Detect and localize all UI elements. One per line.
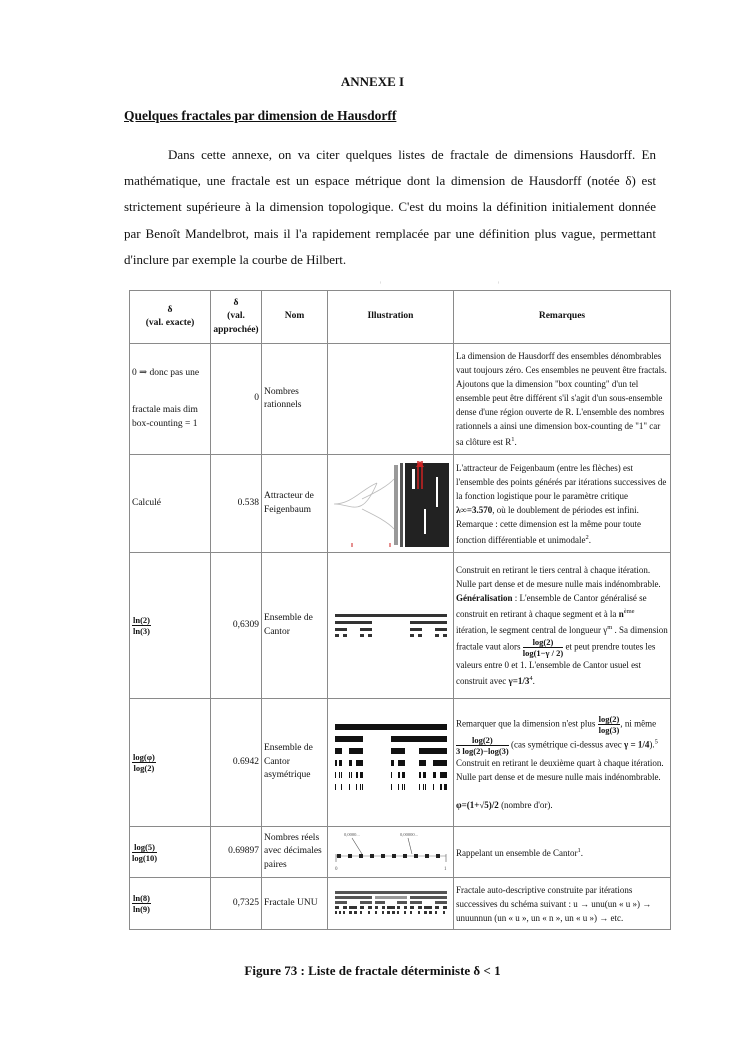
footnote-mark: ˡ [498, 282, 499, 287]
remark-sup: m [607, 624, 613, 631]
exact-text: fractale mais dim [132, 405, 198, 416]
illustration-tick: 0 [334, 867, 337, 872]
section-title: Quelques fractales par dimension de Hausdorff [124, 108, 397, 123]
intro-paragraph: Dans cette annexe, on va citer quelques listes de fractale de dimensions Hausdorff. En mathématique, une fractale est un espace métrique dont la dimension de Hausdorff (notée δ) est strictement supérieure à la dimension topologique. C'est du moins la définition initialement donnée par Benoît Mandelbrot, mais il l'a rapidement remplacée par une définition plus vague, permettant d'inclure par exemple la courbe de Hilbert. [124, 147, 656, 267]
cell-remark [454, 455, 671, 553]
cell-remark: Fractale auto-descriptive construite par itérations successives du schéma suivant : u → unu(un « u ») → unuunnun (un « u », un « n », un « u ») → etc. [454, 878, 671, 930]
header-exact-label: (val. exacte) [145, 318, 195, 328]
annex-title: ANNEXE I [340, 74, 405, 89]
remark-text: Construit en retirant le deuxième quart à chaque itération. Nulle part dense et de mesure nulle mais indénombrable. [456, 757, 664, 782]
remark-text: La dimension de Hausdorff des ensembles dénombrables vaut toujours zéro. Ces ensembles ne peuvent être fractals. Ajoutons que la dimension "box counting" d'un tel ensemble peut être différent s'il s'agit d'un sous-ensemble dense d'une région ouverte de R. L'ensemble des nombres rationnels a ainsi une dimension box-counting de "1" car sa clôture est R [456, 351, 667, 447]
fraction-denominator: log(3) [598, 724, 620, 735]
header-exact-symbol: δ [167, 304, 173, 315]
even-decimals-illustration [332, 830, 450, 874]
cell-approx: 0.6942 [211, 699, 262, 827]
remark-formula: n [618, 609, 624, 619]
remark-fraction [456, 735, 509, 756]
table-row [130, 827, 671, 878]
header-remarks: Remarques [454, 291, 671, 344]
asymmetric-cantor-illustration [335, 724, 447, 802]
cell-name: Ensemble de Cantor [262, 553, 328, 699]
exact-fraction [132, 752, 156, 773]
remark-text: Construit en retirant le tiers central à chaque itération. Nulle part dense et de mesure nulle mais indénombrable. [456, 565, 661, 589]
remark-formula: λ∞=3.570 [456, 504, 493, 515]
remark-fraction [598, 714, 621, 735]
footnote-ref: 1 [577, 847, 581, 854]
cell-illustration [328, 344, 454, 455]
cell-illustration [328, 878, 454, 930]
illustration-tick: 1 [443, 867, 446, 872]
header-approx-symbol: δ [233, 297, 239, 308]
fraction-numerator: ln(8) [133, 893, 150, 903]
footnote-mark: ˡ [380, 282, 381, 287]
fraction-numerator: log(2) [523, 637, 563, 648]
cell-remark [454, 344, 671, 455]
remark-text: Remarquer que la dimension n'est plus [456, 718, 596, 729]
remark-sup: ème [623, 608, 635, 615]
header-illustration: Illustration [328, 291, 454, 344]
remark-text: : L'ensemble de Cantor généralisé se construit en retirant à chaque segment et à la [456, 593, 647, 619]
header-approx [211, 291, 262, 344]
remark-text: (cas symétrique ci-dessus avec [508, 739, 622, 750]
remark-bold: Généralisation [456, 593, 513, 603]
cell-name: Nombres réels avec décimales paires [262, 827, 328, 878]
cell-illustration [328, 455, 454, 553]
remark-formula: φ=(1+√5)/2 [456, 799, 499, 810]
table-row [130, 344, 671, 455]
remark-text: . [588, 534, 592, 545]
fraction-numerator: log(2) [598, 713, 620, 724]
cell-illustration [328, 699, 454, 827]
remark-text: . [580, 848, 583, 858]
fraction-numerator: log(2) [456, 735, 509, 746]
cell-approx: 0 [211, 344, 262, 455]
remark-text: . Sa dimension fractale vaut alors [456, 625, 668, 652]
remark-formula: γ=1/3 [508, 676, 530, 686]
fraction-numerator: log(φ) [133, 752, 155, 762]
remark-formula: γ [603, 625, 608, 635]
header-approx-label: approchée) [213, 324, 259, 335]
table-row [130, 699, 671, 827]
header-exact [130, 291, 211, 344]
cell-approx: 0.538 [211, 455, 262, 553]
cell-remark [454, 553, 671, 699]
exact-fraction [132, 842, 157, 863]
fraction-numerator: log(5) [132, 842, 157, 853]
cell-name: Ensemble de Cantor asymétrique [262, 699, 328, 827]
cantor-illustration [335, 614, 447, 638]
fraction-numerator: ln(2) [133, 615, 150, 625]
table-row [130, 455, 671, 553]
cell-illustration [328, 553, 454, 699]
exact-text: box-counting = 1 [132, 418, 198, 429]
cell-approx: 0,7325 [211, 878, 262, 930]
remark-text: et peut prendre toutes les valeurs entre 0 et 1. L'ensemble de Cantor usuel est construit avec [456, 641, 656, 686]
fraction-denominator: 3 log(2)−log(3) [456, 745, 509, 756]
feigenbaum-illustration [332, 459, 450, 549]
header-name: Nom [262, 291, 328, 344]
footnote-ref: 4 [529, 675, 533, 682]
illustration-label: 0,00000... [399, 832, 418, 837]
fraction-denominator: ln(3) [133, 626, 150, 636]
unu-fractal-illustration [335, 891, 447, 917]
cell-exact [130, 699, 211, 827]
cell-exact: Calculé [130, 455, 211, 553]
exact-text: 0 ⇒ donc pas une [132, 367, 200, 378]
remark-text: L'attracteur de Feigenbaum (entre les flèches) est l'ensemble des points générés par itérations successives de la fonction logistique pour le paramètre critique [456, 462, 667, 501]
table-header-row [130, 291, 671, 344]
cell-approx: 0.69897 [211, 827, 262, 878]
cell-exact [130, 553, 211, 699]
exact-fraction [132, 893, 151, 914]
table-row [130, 553, 671, 699]
remark-text: itération, le segment central de longueur [456, 625, 601, 635]
remark-text: ). [649, 739, 655, 750]
remark-text: . [514, 437, 517, 447]
fraction-denominator: ln(9) [133, 904, 150, 914]
remark-text: . [532, 676, 535, 686]
illustration-label: 0,0000... [343, 832, 360, 837]
remark-text: , ni même [620, 718, 657, 729]
footnote-ref: 2 [585, 533, 589, 541]
cell-remark [454, 699, 671, 827]
cell-name: Nombres rationnels [262, 344, 328, 455]
cell-exact [130, 344, 211, 455]
cell-name: Attracteur de Feigenbaum [262, 455, 328, 553]
remark-text: , où le doublement de périodes est infini. Remarque : cette dimension est la même pour toute fonction différentiable et unimodale [456, 504, 641, 545]
cell-exact [130, 827, 211, 878]
remark-formula: γ = 1/4 [623, 739, 650, 750]
table-row [130, 878, 671, 930]
header-approx-label: (val. [227, 311, 245, 322]
cell-name: Fractale UNU [262, 878, 328, 930]
fractal-table [129, 290, 671, 930]
fraction-denominator: log(1−γ / 2) [522, 648, 564, 658]
exact-fraction [132, 615, 151, 636]
remark-text: Rappelant un ensemble de Cantor [456, 848, 578, 858]
figure-caption: Figure 73 : Liste de fractale déterministe δ < 1 [244, 963, 501, 978]
cell-illustration [328, 827, 454, 878]
footnote-ref: 5 [654, 738, 658, 746]
fraction-denominator: log(10) [132, 852, 158, 863]
cell-exact [130, 878, 211, 930]
fraction-denominator: log(2) [133, 763, 155, 773]
cell-remark [454, 827, 671, 878]
remark-fraction [523, 637, 563, 658]
cell-approx: 0,6309 [211, 553, 262, 699]
footnote-ref: 1 [511, 436, 515, 443]
remark-text: (nombre d'or). [498, 799, 553, 810]
